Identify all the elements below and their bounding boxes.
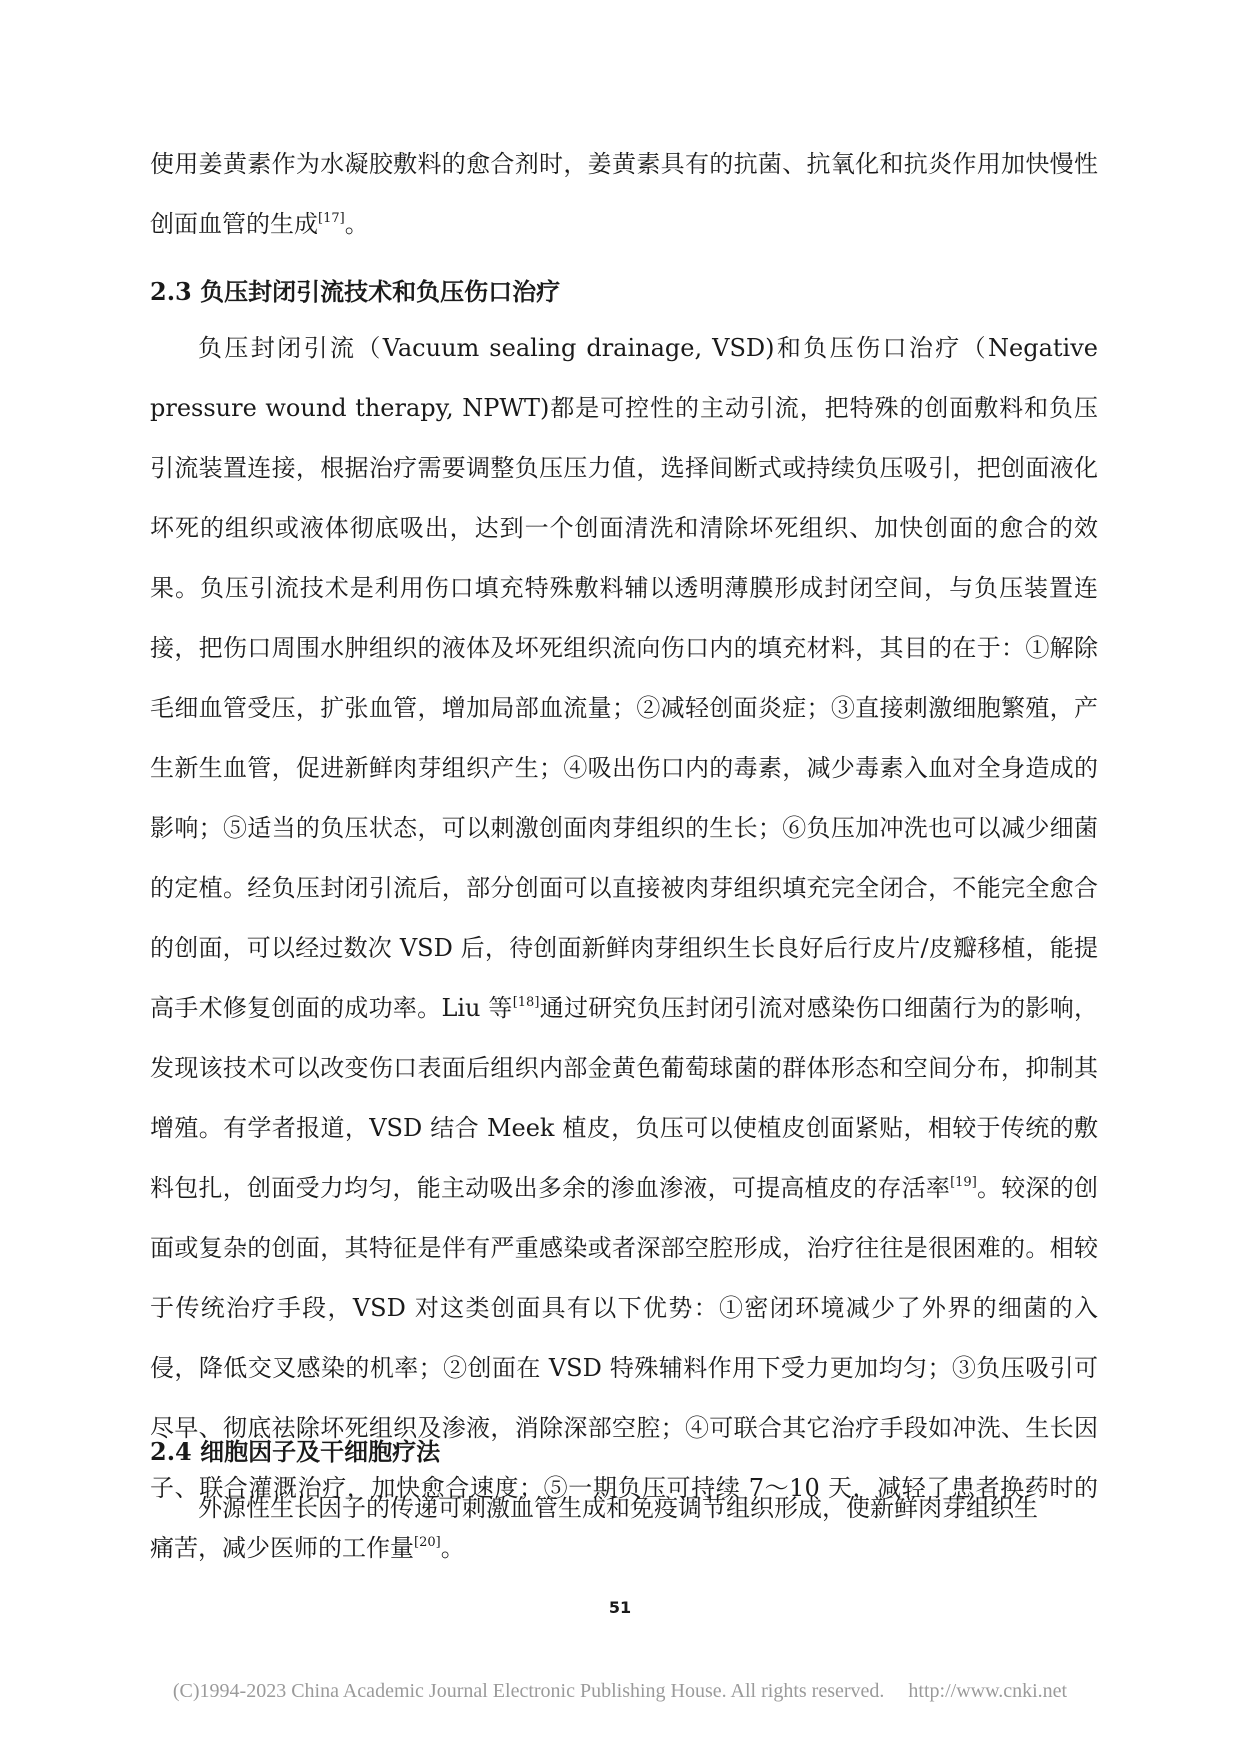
citation-17: [17] bbox=[318, 211, 345, 226]
footer-url: http://www.cnki.net bbox=[908, 1680, 1068, 1702]
citation-19: [19] bbox=[950, 1175, 977, 1190]
paragraph-segment: 。较深的创面或复杂的创面，其特征是伴有严重感染或者深部空腔形成，治疗往往是很困难的。相较于传统治疗手段，VSD 对这类创面具有以下优势：①密闭环境减少了外界的细菌的入侵，降低交叉感染的机率；②创面在 VSD 特殊辅料作用下受力更加均匀；③负压吸引可尽早、彻底祛除坏死组织及渗液，消除深部空腔；④可联合其它治疗手段如冲洗、生长因子、联合灌溉治疗，加快愈合速度；⑤一期负压可持续 7～10 天，减轻了患者换药时的痛苦，减少医师的工作量 bbox=[150, 1174, 1099, 1562]
citation-18: [18] bbox=[512, 995, 540, 1010]
paragraph-tail: 。 bbox=[440, 1534, 465, 1562]
section-heading-2-4: 2.4 细胞因子及干细胞疗法 bbox=[150, 1437, 441, 1466]
page-number: 51 bbox=[608, 1598, 632, 1617]
paragraph-tail: 。 bbox=[344, 210, 369, 238]
paragraph-growth-factors: 外源性生长因子的传递可刺激血管生成和免疫调节组织形成，使新鲜肉芽组织生 bbox=[198, 1494, 1038, 1522]
section-heading-2-3: 2.3 负压封闭引流技术和负压伤口治疗 bbox=[150, 277, 561, 306]
paragraph-curcumin bbox=[150, 134, 1098, 254]
paragraph-text: 使用姜黄素作为水凝胶敷料的愈合剂时，姜黄素具有的抗菌、抗氧化和抗炎作用加快慢性创面血管的生成 bbox=[150, 150, 1098, 238]
paragraph-segment: 通过研究负压封闭引流对感染伤口细菌行为的影响，发现该技术可以改变伤口表面后组织内部金黄色葡萄球菌的群体形态和空间分布，抑制其增殖。有学者报道，VSD 结合 Meek 植皮，负压可以使植皮创面紧贴，相较于传统的敷料包扎，创面受力均匀，能主动吸出多余的渗血渗液，可提高植皮的存活率 bbox=[150, 994, 1098, 1202]
copyright-text: (C)1994-2023 China Academic Journal Electronic Publishing House. All rights reserved. bbox=[172, 1680, 885, 1702]
paragraph-vsd bbox=[150, 318, 1098, 1578]
copyright-footer bbox=[0, 1680, 1240, 1703]
citation-20: [20] bbox=[414, 1535, 441, 1550]
paragraph-segment: 负压封闭引流（Vacuum sealing drainage, VSD)和负压伤口治疗（Negative pressure wound therapy, NPWT)都是可控性的主动引流，把特殊的创面敷料和负压引流装置连接，根据治疗需要调整负压压力值，选择间断式或持续负压吸引，把创面液化坏死的组织或液体彻底吸出，达到一个创面清洗和清除坏死组织、加快创面的愈合的效果。负压引流技术是利用伤口填充特殊敷料辅以透明薄膜形成封闭空间，与负压装置连接，把伤口周围水肿组织的液体及坏死组织流向伤口内的填充材料，其目的在于：①解除毛细血管受压，扩张血管，增加局部血流量；②减轻创面炎症；③直接刺激细胞繁殖，产生新生血管，促进新鲜肉芽组织产生；④吸出伤口内的毒素，减少毒素入血对全身造成的影响；⑤适当的负压状态，可以刺激创面肉芽组织的生长；⑥负压加冲洗也可以减少细菌的定植。经负压封闭引流后，部分创面可以直接被肉芽组织填充完全闭合，不能完全愈合的创面，可以经过数次 VSD 后，待创面新鲜肉芽组织生长良好后行皮片/皮瓣移植，能提高手术修复创面的成功率。Liu 等 bbox=[150, 334, 1098, 1022]
